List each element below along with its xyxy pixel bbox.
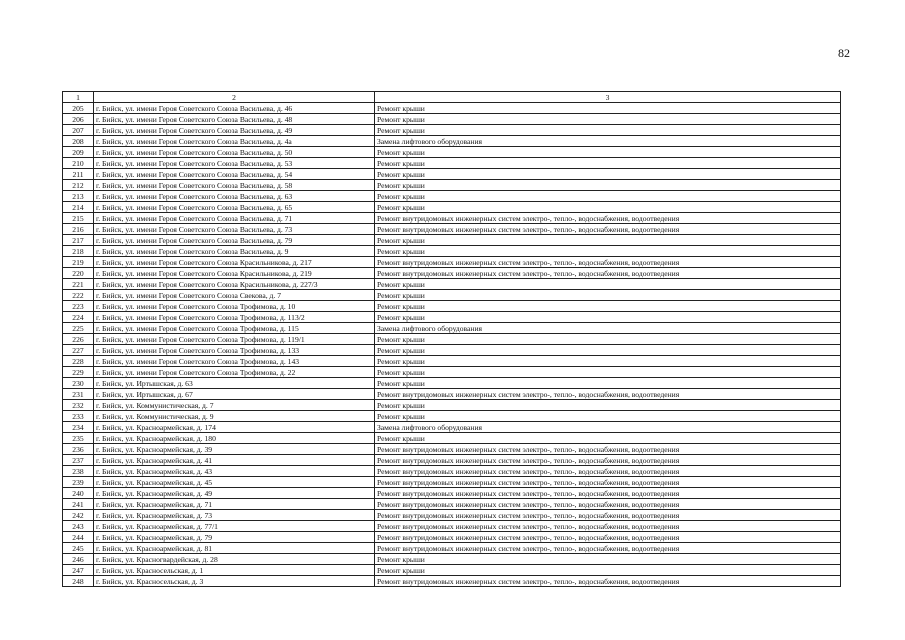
row-number: 213: [63, 191, 94, 202]
row-number: 211: [63, 169, 94, 180]
row-address: г. Бийск, ул. имени Героя Советского Союза Васильева, д. 50: [94, 147, 375, 158]
row-work-type: Ремонт крыши: [375, 158, 841, 169]
row-address: г. Бийск, ул. имени Героя Советского Союза Васильева, д. 58: [94, 180, 375, 191]
row-work-type: Ремонт внутридомовых инженерных систем электро-, тепло-, водоснабжения, водоотведения: [375, 444, 841, 455]
row-work-type: Ремонт крыши: [375, 367, 841, 378]
table-row: [63, 389, 841, 400]
row-address: г. Бийск, ул. имени Героя Советского Союза Васильева, д. 48: [94, 114, 375, 125]
table-row: [63, 356, 841, 367]
table-row: [63, 334, 841, 345]
row-address: г. Бийск, ул. Красносельская, д. 3: [94, 576, 375, 587]
row-address: г. Бийск, ул. Красноармейская, д. 180: [94, 433, 375, 444]
table-row: [63, 257, 841, 268]
row-work-type: Ремонт внутридомовых инженерных систем электро-, тепло-, водоснабжения, водоотведения: [375, 543, 841, 554]
column-header-number: 1: [63, 92, 94, 103]
row-work-type: Ремонт внутридомовых инженерных систем электро-, тепло-, водоснабжения, водоотведения: [375, 268, 841, 279]
table-row: [63, 510, 841, 521]
row-address: г. Бийск, ул. имени Героя Советского Союза Трофимова, д. 119/1: [94, 334, 375, 345]
row-address: г. Бийск, ул. имени Героя Советского Союза Трофимова, д. 22: [94, 367, 375, 378]
row-address: г. Бийск, ул. Красноармейская, д. 39: [94, 444, 375, 455]
row-work-type: Ремонт крыши: [375, 290, 841, 301]
table-row: [63, 543, 841, 554]
row-work-type: Ремонт крыши: [375, 191, 841, 202]
table-row: [63, 554, 841, 565]
row-address: г. Бийск, ул. Красноармейская, д. 81: [94, 543, 375, 554]
row-work-type: Ремонт крыши: [375, 103, 841, 114]
row-address: г. Бийск, ул. имени Героя Советского Союза Васильева, д. 54: [94, 169, 375, 180]
table-row: [63, 565, 841, 576]
row-address: г. Бийск, ул. Красноармейская, д. 73: [94, 510, 375, 521]
row-address: г. Бийск, ул. имени Героя Советского Союза Васильева, д. 4а: [94, 136, 375, 147]
table-row: [63, 246, 841, 257]
row-work-type: Ремонт внутридомовых инженерных систем электро-, тепло-, водоснабжения, водоотведения: [375, 224, 841, 235]
row-number: 240: [63, 488, 94, 499]
table-row: [63, 158, 841, 169]
row-number: 230: [63, 378, 94, 389]
row-work-type: Ремонт внутридомовых инженерных систем электро-, тепло-, водоснабжения, водоотведения: [375, 477, 841, 488]
row-address: г. Бийск, ул. Красноармейская, д. 77/1: [94, 521, 375, 532]
row-work-type: Ремонт внутридомовых инженерных систем электро-, тепло-, водоснабжения, водоотведения: [375, 466, 841, 477]
row-work-type: Ремонт крыши: [375, 235, 841, 246]
row-number: 244: [63, 532, 94, 543]
row-number: 247: [63, 565, 94, 576]
table-row: [63, 312, 841, 323]
row-address: г. Бийск, ул. Иртышская, д. 63: [94, 378, 375, 389]
row-work-type: Ремонт крыши: [375, 345, 841, 356]
row-address: г. Бийск, ул. Красногвардейская, д. 28: [94, 554, 375, 565]
row-number: 221: [63, 279, 94, 290]
row-address: г. Бийск, ул. Красноармейская, д. 43: [94, 466, 375, 477]
row-work-type: Ремонт внутридомовых инженерных систем электро-, тепло-, водоснабжения, водоотведения: [375, 389, 841, 400]
table-row: [63, 103, 841, 114]
row-work-type: Ремонт крыши: [375, 125, 841, 136]
row-number: 238: [63, 466, 94, 477]
row-work-type: Ремонт крыши: [375, 312, 841, 323]
row-address: г. Бийск, ул. имени Героя Советского Союза Красильникова, д. 227/3: [94, 279, 375, 290]
row-address: г. Бийск, ул. имени Героя Советского Союза Красильникова, д. 219: [94, 268, 375, 279]
row-address: г. Бийск, ул. Красноармейская, д. 79: [94, 532, 375, 543]
row-number: 217: [63, 235, 94, 246]
row-address: г. Бийск, ул. имени Героя Советского Союза Трофимова, д. 115: [94, 323, 375, 334]
row-address: г. Бийск, ул. имени Героя Советского Союза Васильева, д. 79: [94, 235, 375, 246]
row-work-type: Ремонт внутридомовых инженерных систем электро-, тепло-, водоснабжения, водоотведения: [375, 455, 841, 466]
table-row: [63, 521, 841, 532]
row-address: г. Бийск, ул. Красноармейская, д. 174: [94, 422, 375, 433]
table-row: [63, 433, 841, 444]
row-address: г. Бийск, ул. имени Героя Советского Союза Красильникова, д. 217: [94, 257, 375, 268]
table-row: [63, 301, 841, 312]
register-table: [62, 91, 841, 587]
row-work-type: Ремонт крыши: [375, 114, 841, 125]
row-address: г. Бийск, ул. Красноармейская, д. 45: [94, 477, 375, 488]
row-number: 225: [63, 323, 94, 334]
row-number: 226: [63, 334, 94, 345]
row-number: 205: [63, 103, 94, 114]
row-work-type: Замена лифтового оборудования: [375, 422, 841, 433]
row-address: г. Бийск, ул. Коммунистическая, д. 9: [94, 411, 375, 422]
row-number: 216: [63, 224, 94, 235]
row-number: 236: [63, 444, 94, 455]
table-row: [63, 268, 841, 279]
table-row: [63, 378, 841, 389]
table-row: [63, 367, 841, 378]
row-number: 214: [63, 202, 94, 213]
table-row: [63, 576, 841, 587]
row-work-type: Ремонт крыши: [375, 246, 841, 257]
row-number: 242: [63, 510, 94, 521]
column-header-address: 2: [94, 92, 375, 103]
row-work-type: Ремонт внутридомовых инженерных систем электро-, тепло-, водоснабжения, водоотведения: [375, 499, 841, 510]
table-row: [63, 191, 841, 202]
row-number: 222: [63, 290, 94, 301]
row-number: 245: [63, 543, 94, 554]
row-number: 212: [63, 180, 94, 191]
row-work-type: Ремонт крыши: [375, 411, 841, 422]
row-number: 228: [63, 356, 94, 367]
table-row: [63, 455, 841, 466]
row-number: 227: [63, 345, 94, 356]
table-row: [63, 180, 841, 191]
table-row: [63, 114, 841, 125]
row-work-type: Ремонт крыши: [375, 180, 841, 191]
table-row: [63, 477, 841, 488]
row-work-type: Ремонт крыши: [375, 400, 841, 411]
row-number: 215: [63, 213, 94, 224]
row-number: 229: [63, 367, 94, 378]
row-address: г. Бийск, ул. Иртышская, д. 67: [94, 389, 375, 400]
row-address: г. Бийск, ул. Красносельская, д. 1: [94, 565, 375, 576]
row-work-type: Ремонт внутридомовых инженерных систем электро-, тепло-, водоснабжения, водоотведения: [375, 521, 841, 532]
table-row: [63, 224, 841, 235]
row-work-type: Ремонт внутридомовых инженерных систем электро-, тепло-, водоснабжения, водоотведения: [375, 257, 841, 268]
row-number: 223: [63, 301, 94, 312]
row-work-type: Ремонт внутридомовых инженерных систем электро-, тепло-, водоснабжения, водоотведения: [375, 488, 841, 499]
row-address: г. Бийск, ул. Коммунистическая, д. 7: [94, 400, 375, 411]
table-row: [63, 532, 841, 543]
row-number: 248: [63, 576, 94, 587]
row-number: 233: [63, 411, 94, 422]
table-row: [63, 235, 841, 246]
row-address: г. Бийск, ул. имени Героя Советского Союза Трофимова, д. 133: [94, 345, 375, 356]
row-number: 246: [63, 554, 94, 565]
table-row: [63, 125, 841, 136]
row-number: 243: [63, 521, 94, 532]
table-row: [63, 400, 841, 411]
table-header-row: [63, 92, 841, 103]
row-number: 206: [63, 114, 94, 125]
row-work-type: Ремонт крыши: [375, 147, 841, 158]
row-address: г. Бийск, ул. Красноармейская, д. 71: [94, 499, 375, 510]
column-header-work-type: 3: [375, 92, 841, 103]
row-work-type: Ремонт крыши: [375, 202, 841, 213]
row-address: г. Бийск, ул. имени Героя Советского Союза Васильева, д. 71: [94, 213, 375, 224]
row-address: г. Бийск, ул. имени Героя Советского Союза Васильева, д. 53: [94, 158, 375, 169]
row-work-type: Замена лифтового оборудования: [375, 323, 841, 334]
row-number: 224: [63, 312, 94, 323]
table-row: [63, 444, 841, 455]
row-number: 235: [63, 433, 94, 444]
table-row: [63, 499, 841, 510]
row-work-type: Замена лифтового оборудования: [375, 136, 841, 147]
row-number: 208: [63, 136, 94, 147]
row-work-type: Ремонт крыши: [375, 554, 841, 565]
row-work-type: Ремонт крыши: [375, 334, 841, 345]
row-number: 231: [63, 389, 94, 400]
row-address: г. Бийск, ул. имени Героя Советского Союза Васильева, д. 73: [94, 224, 375, 235]
row-address: г. Бийск, ул. Красноармейская, д. 49: [94, 488, 375, 499]
row-address: г. Бийск, ул. имени Героя Советского Союза Васильева, д. 63: [94, 191, 375, 202]
table-row: [63, 169, 841, 180]
row-number: 239: [63, 477, 94, 488]
table-row: [63, 411, 841, 422]
row-work-type: Ремонт крыши: [375, 433, 841, 444]
table-row: [63, 147, 841, 158]
row-work-type: Ремонт внутридомовых инженерных систем электро-, тепло-, водоснабжения, водоотведения: [375, 213, 841, 224]
row-work-type: Ремонт крыши: [375, 169, 841, 180]
table-row: [63, 290, 841, 301]
row-number: 237: [63, 455, 94, 466]
row-number: 210: [63, 158, 94, 169]
row-address: г. Бийск, ул. имени Героя Советского Союза Трофимова, д. 113/2: [94, 312, 375, 323]
row-number: 218: [63, 246, 94, 257]
row-address: г. Бийск, ул. имени Героя Советского Союза Васильева, д. 49: [94, 125, 375, 136]
row-work-type: Ремонт крыши: [375, 378, 841, 389]
table-row: [63, 136, 841, 147]
row-work-type: Ремонт крыши: [375, 565, 841, 576]
row-address: г. Бийск, ул. имени Героя Советского Союза Трофимова, д. 10: [94, 301, 375, 312]
row-number: 234: [63, 422, 94, 433]
row-address: г. Бийск, ул. имени Героя Советского Союза Трофимова, д. 143: [94, 356, 375, 367]
table-row: [63, 488, 841, 499]
row-address: г. Бийск, ул. имени Героя Советского Союза Васильева, д. 9: [94, 246, 375, 257]
row-address: г. Бийск, ул. имени Героя Советского Союза Свекова, д. 7: [94, 290, 375, 301]
row-work-type: Ремонт внутридомовых инженерных систем электро-, тепло-, водоснабжения, водоотведения: [375, 576, 841, 587]
table-row: [63, 213, 841, 224]
page-number: 82: [838, 46, 850, 60]
row-work-type: Ремонт внутридомовых инженерных систем электро-, тепло-, водоснабжения, водоотведения: [375, 532, 841, 543]
table-row: [63, 279, 841, 290]
row-address: г. Бийск, ул. Красноармейская, д. 41: [94, 455, 375, 466]
row-address: г. Бийск, ул. имени Героя Советского Союза Васильева, д. 46: [94, 103, 375, 114]
row-number: 207: [63, 125, 94, 136]
row-address: г. Бийск, ул. имени Героя Советского Союза Васильева, д. 65: [94, 202, 375, 213]
row-number: 232: [63, 400, 94, 411]
table-row: [63, 323, 841, 334]
table-row: [63, 466, 841, 477]
row-number: 241: [63, 499, 94, 510]
table-body: [63, 103, 841, 587]
row-work-type: Ремонт крыши: [375, 279, 841, 290]
row-work-type: Ремонт внутридомовых инженерных систем электро-, тепло-, водоснабжения, водоотведения: [375, 510, 841, 521]
table-row: [63, 422, 841, 433]
row-work-type: Ремонт крыши: [375, 301, 841, 312]
row-number: 220: [63, 268, 94, 279]
table-row: [63, 202, 841, 213]
table-row: [63, 345, 841, 356]
row-number: 209: [63, 147, 94, 158]
row-work-type: Ремонт крыши: [375, 356, 841, 367]
row-number: 219: [63, 257, 94, 268]
